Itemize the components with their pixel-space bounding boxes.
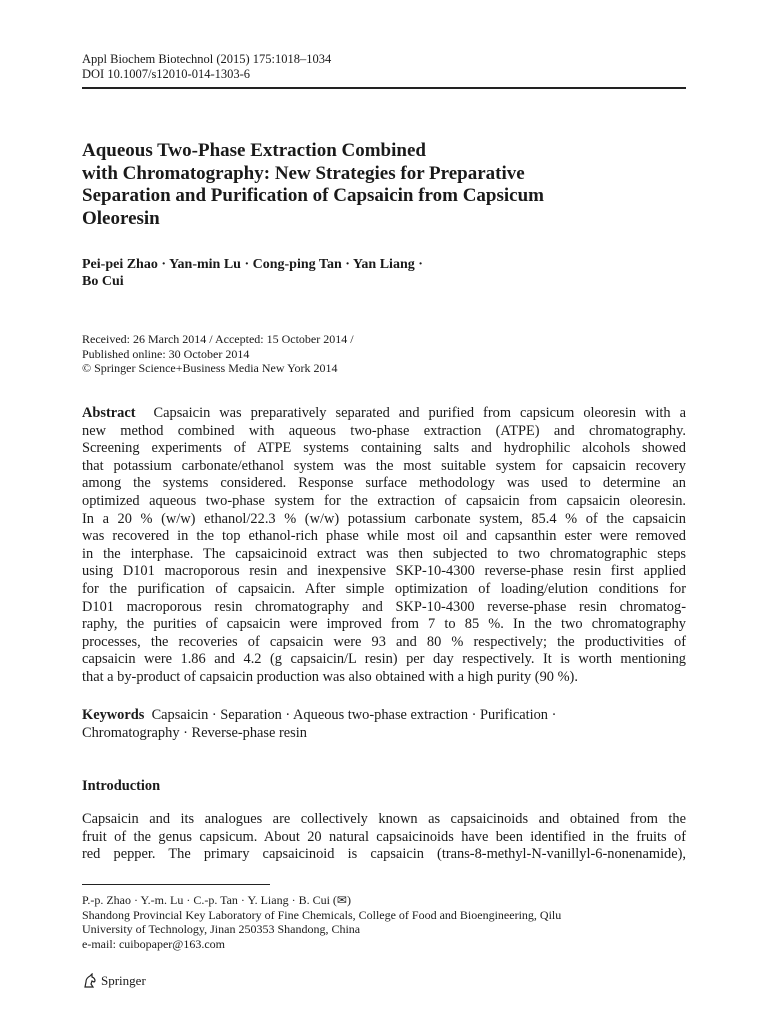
doi: DOI 10.1007/s12010-014-1303-6 [82,67,251,81]
keywords [82,707,686,742]
introduction-heading: Introduction [82,778,161,794]
abstract-line: raphy, the purities of capsaicin were improved from 7 to 85 %. In the two chromatography [82,616,686,633]
keywords-label: Keywords [82,707,145,723]
abstract-line: In a 20 % (w/w) ethanol/22.3 % (w/w) potassium carbonate system, 85.4 % of the capsaicin [82,510,686,527]
footnote-email: e-mail: cuibopaper@163.com [82,936,226,951]
abstract-line: Capsaicin was preparatively separated and purified from capsicum oleoresin with a [153,405,686,421]
footnote-rule [82,884,270,885]
copyright: © Springer Science+Business Media New York 2014 [82,361,338,375]
abstract-line: in the interphase. The capsaicinoid extract was then subjected to two chromatographic steps [82,545,686,562]
abstract-line: that a by-product of capsaicin production was also obtained with a high purity (90 %). [82,668,578,685]
received-accepted: Received: 26 March 2014 / Accepted: 15 October 2014 / [82,332,354,346]
authors-line: Pei-pei Zhao · Yan-min Lu · Cong-ping Tan · Yan Liang · [82,257,423,272]
abstract-line: was recovered in the top ethanol-rich phase while most oil and capsanthin ester were removed [82,528,686,545]
title-line: Separation and Purification of Capsaicin from Capsicum [82,185,545,206]
abstract-line: among the systems considered. Response surface methodology was used to determine an [82,475,686,492]
affiliation-footnote [82,893,686,951]
title-line: with Chromatography: New Strategies for Preparative [82,162,525,184]
abstract-line: processes, the recoveries of capsaicin were 93 and 80 % respectively; the productivities of [82,633,686,650]
footnote-authors: P.-p. Zhao · Y.-m. Lu · C.-p. Tan · Y. Liang · B. Cui (✉) [82,893,351,907]
footnote-affiliation: University of Technology, Jinan 250353 Shandong, China [82,922,361,936]
author-list [82,256,582,290]
keywords-line: Chromatography · Reverse-phase resin [82,724,307,741]
publication-dates [82,332,354,376]
publisher-logo [82,973,146,989]
abstract-line: D101 macroporous resin chromatography and SKP-10-4300 reverse-phase resin chromatog- [82,598,686,615]
abstract-line: using D101 macroporous resin and inexpensive SKP-10-4300 reverse-phase resin first applied [82,563,686,580]
published-online: Published online: 30 October 2014 [82,346,250,361]
footnote-affiliation: Shandong Provincial Key Laboratory of Fine Chemicals, College of Food and Bioengineering, Qilu [82,907,562,922]
journal-citation: Appl Biochem Biotechnol (2015) 175:1018–1034 [82,52,332,66]
abstract-line: for the purification of capsaicin. After simple optimization of loading/elution conditions for [82,580,686,597]
journal-header [82,52,331,82]
header-rule [82,87,686,89]
abstract-line: Screening experiments of ATPE systems containing salts and hydrophilic alcohols showed [82,440,686,457]
paper-title [82,140,686,230]
intro-line: Capsaicin and its analogues are collectively known as capsaicinoids and obtained from the [82,811,686,827]
abstract-line: optimized aqueous two-phase system for the extraction of capsaicin from capsaicin oleoresin. [82,492,686,509]
abstract-line: that potassium carbonate/ethanol system was the most suitable system for capsaicin recovery [82,457,686,474]
intro-line: fruit of the genus capsicum. About 20 natural capsaicinoids have been identified in the fruits of [82,828,686,845]
authors-line: Bo Cui [82,274,124,289]
title-line: Oleoresin [82,207,160,229]
abstract-line: capsaicin were 1.86 and 4.2 (g capsaicin/L resin) per day respectively. It is worth mentioning [82,651,686,668]
keywords-line: Capsaicin · Separation · Aqueous two-phase extraction · Purification · [151,707,557,723]
intro-line: red pepper. The primary capsaicinoid is capsaicin (trans-8-methyl-N-vanillyl-6-nonenamide), [82,846,686,863]
springer-horse-icon [82,973,98,989]
introduction-text [82,811,686,864]
abstract [82,405,686,687]
title-line: Aqueous Two-Phase Extraction Combined [82,140,426,161]
abstract-label: Abstract [82,405,136,421]
abstract-line: new method combined with aqueous two-phase extraction (ATPE) and chromatography. [82,422,686,439]
publisher-name: Springer [101,973,146,988]
